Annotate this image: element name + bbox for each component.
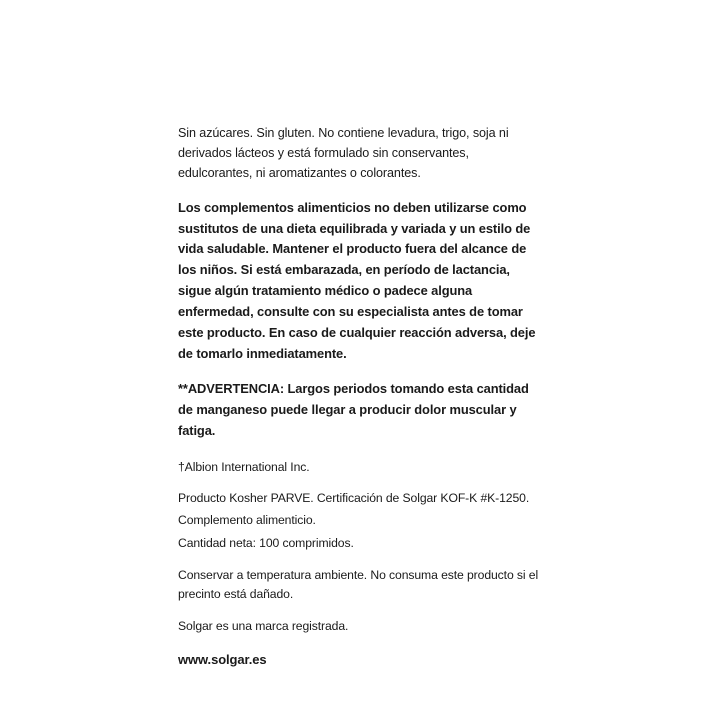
kosher-certification — [178, 489, 546, 508]
brand-notice — [178, 617, 546, 636]
manganese-warning-text: **ADVERTENCIA: Largos periodos tomando esta cantidad de manganeso puede llegar a producir dolor muscular y fatiga. — [178, 380, 529, 438]
storage-instructions — [178, 566, 546, 604]
manganese-warning — [178, 379, 546, 442]
free-from-text: Sin azúcares. Sin gluten. No contiene levadura, trigo, soja ni derivados lácteos y está formulado sin conservantes, edulcorantes, ni aromatizantes o colorantes. — [178, 126, 509, 180]
brand-notice-text: Solgar es una marca registrada. — [178, 619, 349, 634]
free-from-statement — [178, 124, 546, 184]
net-quantity — [178, 534, 546, 553]
website-link[interactable] — [178, 650, 546, 671]
trademark-footnote-text: †Albion International Inc. — [178, 459, 310, 474]
supplement-type — [178, 511, 546, 530]
supplement-type-text: Complemento alimenticio. — [178, 513, 316, 528]
trademark-footnote — [178, 458, 546, 477]
kosher-certification-text: Producto Kosher PARVE. Certificación de Solgar KOF-K #K-1250. — [178, 490, 530, 505]
product-label-text-panel — [178, 124, 546, 685]
website-text: www.solgar.es — [178, 651, 267, 667]
net-quantity-text: Cantidad neta: 100 comprimidos. — [178, 536, 354, 551]
storage-instructions-text: Conservar a temperatura ambiente. No consuma este producto si el precinto está dañado. — [178, 568, 539, 602]
general-advisory — [178, 198, 546, 365]
general-advisory-text: Los complementos alimenticios no deben utilizarse como sustitutos de una dieta equilibrada y variada y un estilo de vida saludable. Mantener el producto fuera del alcance de los niños. Si está embarazada, en período de lactancia, sigue algún tratamiento médico o padece alguna enfermedad, consulte con su especialista antes de tomar este producto. En caso de cualquier reacción adversa, deje de tomarlo inmediatamente. — [178, 199, 536, 362]
